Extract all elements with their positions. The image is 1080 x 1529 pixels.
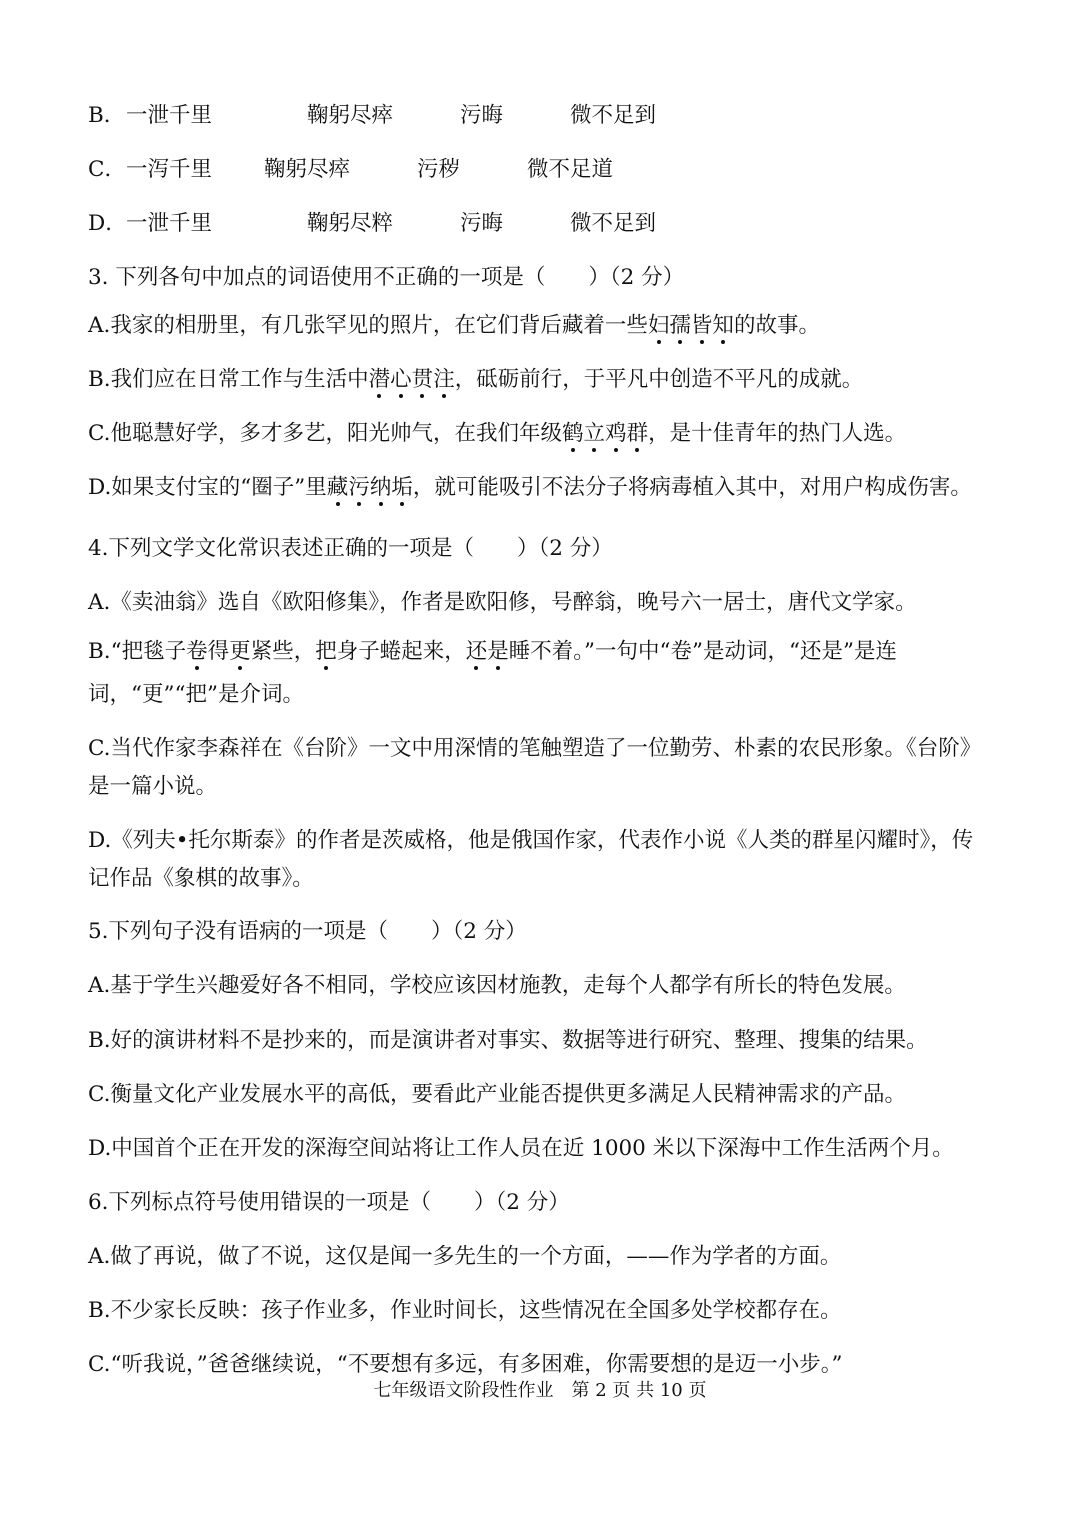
q3-option-c [88, 419, 1000, 449]
dotted-char: 孺 [669, 313, 691, 338]
dotted-char: 纳 [369, 475, 392, 500]
dotted-char: 把 [315, 639, 337, 664]
dotted-char: 污 [348, 475, 370, 500]
text: 的故事。 [733, 313, 820, 338]
q5-option-a: A.基于学生兴趣爱好各不相同，学校应该因材施教，走每个人都学有所长的特色发展。 [88, 973, 906, 998]
dotted-char: 鸡 [605, 421, 627, 446]
option-label: B． [88, 103, 126, 128]
text: ，就可能吸引不法分子将病毒植入其中，对用户构成伤害。 [412, 475, 972, 500]
dotted-char: 垢 [391, 475, 413, 500]
dotted-char: 皆 [690, 313, 713, 338]
q4-option-a: A.《卖油翁》选自《欧阳修集》，作者是欧阳修，号醉翁，晚号六一居士，唐代文学家。 [88, 590, 917, 615]
q6-stem: 6.下列标点符号使用错误的一项是（ ）（2 分） [88, 1190, 570, 1215]
dotted-char: 知 [712, 313, 734, 338]
word-1: 一泄千里 [126, 103, 213, 128]
dotted-char: 贯 [411, 367, 434, 392]
word-4: 微不足道 [527, 157, 614, 182]
q4-option-d-line1: D.《列夫•托尔斯泰》的作者是茨威格，他是俄国作家，代表作小说《人类的群星闪耀时》，传 [88, 828, 974, 853]
dotted-char: 群 [626, 421, 649, 446]
q4-option-d-line2: 记作品《象棋的故事》。 [88, 866, 314, 891]
dotted-char: 更 [229, 639, 251, 664]
word-1: 一泄千里 [126, 211, 213, 236]
q6-option-a: A.做了再说，做了不说，这仅是闻一多先生的一个方面，——作为学者的方面。 [88, 1244, 842, 1269]
word-3: 污秽 [417, 157, 461, 182]
text: B.我们应在日常工作与生活中 [88, 367, 369, 392]
dotted-char: 立 [583, 421, 606, 446]
option-label: C． [88, 157, 126, 182]
text: 得 [207, 639, 230, 664]
dotted-char: 藏 [326, 475, 349, 500]
q5-option-b: B.好的演讲材料不是抄来的，而是演讲者对事实、数据等进行研究、整理、搜集的结果。 [88, 1028, 928, 1053]
dotted-char: 妇 [647, 313, 670, 338]
word-2: 鞠躬尽瘁 [264, 157, 351, 182]
q3-stem: 3. 下列各句中加点的词语使用不正确的一项是（ ）（2 分） [88, 265, 685, 290]
q4-option-b-line1 [88, 637, 1000, 667]
q5-stem: 5.下列句子没有语病的一项是（ ）（2 分） [88, 919, 527, 944]
text: C.他聪慧好学，多才多艺，阳光帅气，在我们年级 [88, 421, 563, 446]
option-label: D． [88, 211, 127, 236]
text: 身子蜷起来， [336, 639, 466, 664]
q4-option-c-line1: C.当代作家李森祥在《台阶》一文中用深情的笔触塑造了一位勤劳、朴素的农民形象。《台阶》 [88, 736, 982, 761]
page-footer: 七年级语文阶段性作业 第 2 页 共 10 页 [373, 1380, 707, 1401]
q4-option-b-line2: 词，“更”“把”是介词。 [88, 682, 304, 707]
q5-option-c: C.衡量文化产业发展水平的高低，要看此产业能否提供更多满足人民精神需求的产品。 [88, 1082, 907, 1107]
dotted-char: 鹤 [562, 421, 584, 446]
q6-option-b: B.不少家长反映：孩子作业多，作业时间长，这些情况在全国多处学校都存在。 [88, 1298, 842, 1323]
text: 紧些， [250, 639, 316, 664]
text: A.我家的相册里，有几张罕见的照片，在它们背后藏着一些 [88, 313, 648, 338]
text: ，是十佳青年的热门人选。 [648, 421, 907, 446]
q5-option-d: D.中国首个正在开发的深海空间站将让工作人员在近 1000 米以下深海中工作生活两个月。 [88, 1136, 954, 1161]
word-3: 污晦 [460, 211, 504, 236]
text: 睡不着。”一句中“卷”是动词，“还是”是连 [508, 639, 897, 664]
word-3: 污晦 [460, 103, 504, 128]
word-2: 鞠躬尽瘁 [307, 103, 394, 128]
dotted-char: 是 [487, 639, 509, 664]
q4-option-c-line2: 是一篇小说。 [88, 774, 218, 799]
dotted-char: 心 [390, 367, 412, 392]
q3-option-d [88, 473, 1000, 503]
text: D.如果支付宝的“圈子”里 [88, 475, 327, 500]
word-1: 一泻千里 [126, 157, 213, 182]
dotted-char: 还 [465, 639, 488, 664]
q3-option-a [88, 311, 1000, 341]
dotted-char: 注 [433, 367, 455, 392]
word-4: 微不足到 [570, 103, 657, 128]
q6-option-c: C.“听我说，”爸爸继续说，“不要想有多远，有多困难，你需要想的是迈一小步。” [88, 1352, 843, 1377]
text: B.“把毯子 [88, 639, 187, 664]
dotted-char: 卷 [186, 639, 208, 664]
q3-option-b [88, 365, 1000, 395]
text: ，砥砺前行，于平凡中创造不平凡的成就。 [454, 367, 864, 392]
word-2: 鞠躬尽粹 [307, 211, 394, 236]
word-4: 微不足到 [570, 211, 657, 236]
dotted-char: 潜 [368, 367, 391, 392]
q4-stem: 4.下列文学文化常识表述正确的一项是（ ）（2 分） [88, 536, 613, 561]
